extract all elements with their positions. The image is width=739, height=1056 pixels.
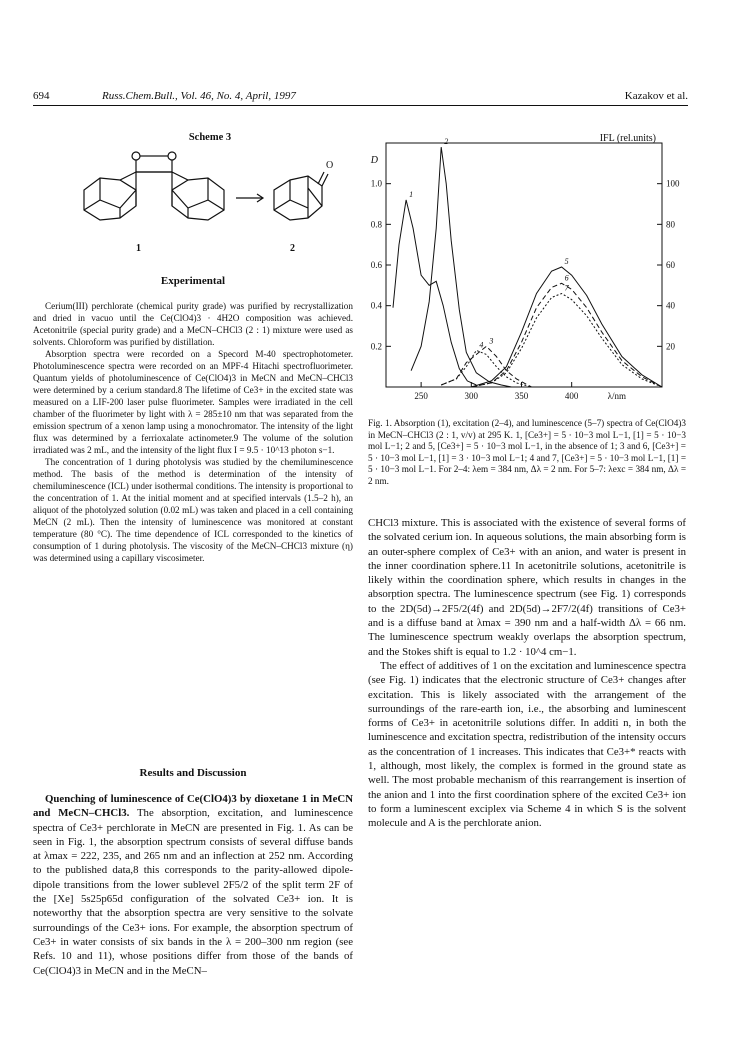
series-label-4: 4 xyxy=(479,340,484,350)
x-tick-label: 400 xyxy=(564,391,579,401)
y-right-tick-label: 80 xyxy=(666,219,675,230)
x-tick-label: 350 xyxy=(514,391,529,401)
page-number: 694 xyxy=(33,90,50,102)
series-label-5: 5 xyxy=(564,257,569,267)
scheme-3-structures xyxy=(50,148,334,258)
y-right-tick-label: 40 xyxy=(666,300,675,311)
compound-label-1: 1 xyxy=(136,243,141,254)
y-left-tick-label: 0.4 xyxy=(370,300,382,311)
experimental-text xyxy=(33,300,353,564)
running-authors: Kazakov et al. xyxy=(624,90,688,102)
experimental-heading: Experimental xyxy=(160,275,226,287)
results-text xyxy=(33,792,353,978)
y-right-tick-label: 100 xyxy=(666,178,680,189)
series-line-1 xyxy=(393,200,476,385)
y-right-tick-label: 20 xyxy=(666,341,675,352)
header-rule xyxy=(33,105,688,106)
y-left-tick-label: 1.0 xyxy=(370,178,382,189)
y-left-axis-label: D xyxy=(370,155,378,166)
compound-label-2: 2 xyxy=(290,243,295,254)
experimental-paragraph: Cerium(III) perchlorate (chemical purity grade) was purified by recrystallization and dried in vacuo until the Ce(ClO4)3 · 4H2O composition was achieved. Acetonitrile (special purity grade) and a MeCN–CHCl3 (2 : 1) mixture were used as solvents. Chloroform was purified by distillation. xyxy=(33,301,353,347)
x-tick-label: 250 xyxy=(414,391,428,401)
results-heading: Results and Discussion xyxy=(139,767,247,779)
y-right-tick-label: 60 xyxy=(666,260,675,270)
right-paragraph: CHCl3 mixture. This is associated with the existence of several forms of the solvated cerium ion. In aqueous solutions, the main absorbing form is an outer-sphere complex of Ce3+ with an anion, and water is present in the inner coordination sphere.11 In acetonitrile solutions, acetonitrile is likely within the coordination sphere, which results in changes in the absorption spectra. The luminescence spectrum (see Fig. 1) corresponds to the 2D(5d)→2F5/2(4f) and 2D(5d)→2F7/2(4f) transitions of Ce3+ and is a diffuse band at λmax = 390 nm and a half-width Δλ = 66 nm. The luminescence spectrum weakly overlaps the absorption spectrum, and the Stokes shift is equal to 1.2 · 10^4 cm−1. xyxy=(368,517,686,658)
series-label-7: 7 xyxy=(564,283,569,293)
series-label-3: 3 xyxy=(489,336,494,346)
y-left-tick-label: 0.2 xyxy=(370,341,382,352)
right-column-text xyxy=(368,516,686,831)
figure-caption: Fig. 1. Absorption (1), excitation (2–4), and luminescence (5–7) spectra of Ce(ClO4)3 in MeCN–CHCl3 (2 : 1, v/v) at 295 K. 1, [Ce3+] = 5 · 10−3 mol L−1, [1] = 5 · 10−3 mol L−1; 2 and 5, [Ce3+] = 5 · 10−3 mol L−1, in the absence of 1; 3 and 6, [Ce3+] = 5 · 10−3 mol L−1, [1] = 3 · 10−3 mol L−1; 4 and 7, [Ce3+] = 5 · 10−3 mol L−1, [1] = 5 · 10−3 mol L−1. For 2–4: λem = 384 nm, Δλ = 2 nm. For 5–7: λexc = 384 nm, Δλ = 2 nm. xyxy=(368,418,686,486)
figure-1-chart xyxy=(362,125,692,415)
experimental-paragraph: The concentration of 1 during photolysis was studied by the chemiluminescence method. The basis of the method is determination of the intensity of chemiluminescence (ICL) under isothermal conditions. The intensity is proportional to the concentration of 1. At the initial moment and at specified intervals (1.5–2 h), an aliquot of the photolyzed solution (0.02 mL) was taken and placed in a cell containing MeCN (2 mL). Then the intensity of luminescence was monitored at constant temperature (80 °C). The time dependence of ICL corresponded to the kinetics of consumption of 1 during photolysis. The viscosity of the MeCN–CHCl3 mixture (η) was determined using a capillary viscosimeter. xyxy=(33,457,353,563)
y-right-axis-label: IFL (rel.units) xyxy=(599,133,656,144)
chart-frame xyxy=(386,143,662,387)
y-left-tick-label: 0.6 xyxy=(370,260,382,270)
journal-citation: Russ.Chem.Bull., Vol. 46, No. 4, April, 1997 xyxy=(102,90,296,102)
series-line-6 xyxy=(471,283,662,387)
right-paragraph: The effect of additives of 1 on the excitation and luminescence spectra (see Fig. 1) indicates that the electronic structure of Ce3+ changes after excitation. This is likely associated with the arrangement of the surroundings of the rare-earth ion, i.e., the absorbing and luminescent forms of Ce3+ in acetonitrile solutions differ. In additi n, in both the luminescence and excitation spectra, redistribution of the intensity occurs as the concentration of 1 increases. This indicates that Ce3+* reacts with 1, although, most likely, the complex is formed in the ground state as well. The most probable mechanism of this rearrangement is insertion of the anion and 1 into the first coordination sphere of the excited Ce3+ ion to form a luminescent exciplex via Scheme 4 in which S is the solvent molecule and A is the perchlorate anion. xyxy=(368,659,686,830)
series-line-4 xyxy=(441,350,531,387)
scheme-title: Scheme 3 xyxy=(188,132,232,143)
results-paragraph: The absorption, excitation, and luminescence spectra of Ce3+ perchlorate in MeCN are presented in Fig. 1. As can be seen in Fig. 1, the absorption spectrum consists of several diffuse bands at λmax = 222, 235, and 265 nm and an inflection at 252 nm. According to the published data,8 this corresponds to the parity-allowed dipole-dipole transitions from the lower sublevel 2F5/2 of the split term 2F of the [Xe] 5s25p65d configuration of the solvated Ce3+ ion. It is noteworthy that the absorption spectra are very sensitive to the solvate surroundings of the Ce3+ ions. For example, the absorption spectrum of Ce3+ in water consists of six bands in the λ = 200–300 nm region (see Refs. 10 and 11), whose positions differ from those of the bands of Ce(ClO4)3 in MeCN and in the MeCN– xyxy=(33,807,353,977)
x-axis-label: λ/nm xyxy=(607,391,627,401)
experimental-paragraph: Absorption spectra were recorded on a Specord M-40 spectrophotometer. Photoluminescence spectra were recorded on an MPF-4 Hitachi spectrofluorimeter. Quantum yields of photoluminescence of Ce(ClO4)3 in MeCN and MeCN–CHCl3 were determined by a cerium standard.8 The lifetime of Ce3+ in the excited state was measured on a LIF-200 laser pulse fluorimeter. Samples were irradiated in the cell chamber of the fluorimeter by light with λ = 285±10 nm that was separated from the emission spectrum of a xenon lamp using a monochromator. The intensity of the light flux was determined by a ferrioxalate actinometer.9 The volume of the solution irradiated was 2 mL, and the intensity of the light flux I = 9.5 · 10^13 photon s−1. xyxy=(33,349,353,455)
series-line-2 xyxy=(411,147,511,387)
series-label-6: 6 xyxy=(564,273,569,283)
y-left-tick-label: 0.8 xyxy=(370,219,382,230)
series-label-2: 2 xyxy=(444,137,449,147)
svg-text:O: O xyxy=(326,160,334,171)
series-label-1: 1 xyxy=(409,189,414,199)
results-subheading: Quenching of luminescence of Ce(ClO4)3 by dioxetane 1 in MeCN and MeCN–CHCl3. xyxy=(33,793,353,820)
x-tick-label: 300 xyxy=(464,391,479,401)
